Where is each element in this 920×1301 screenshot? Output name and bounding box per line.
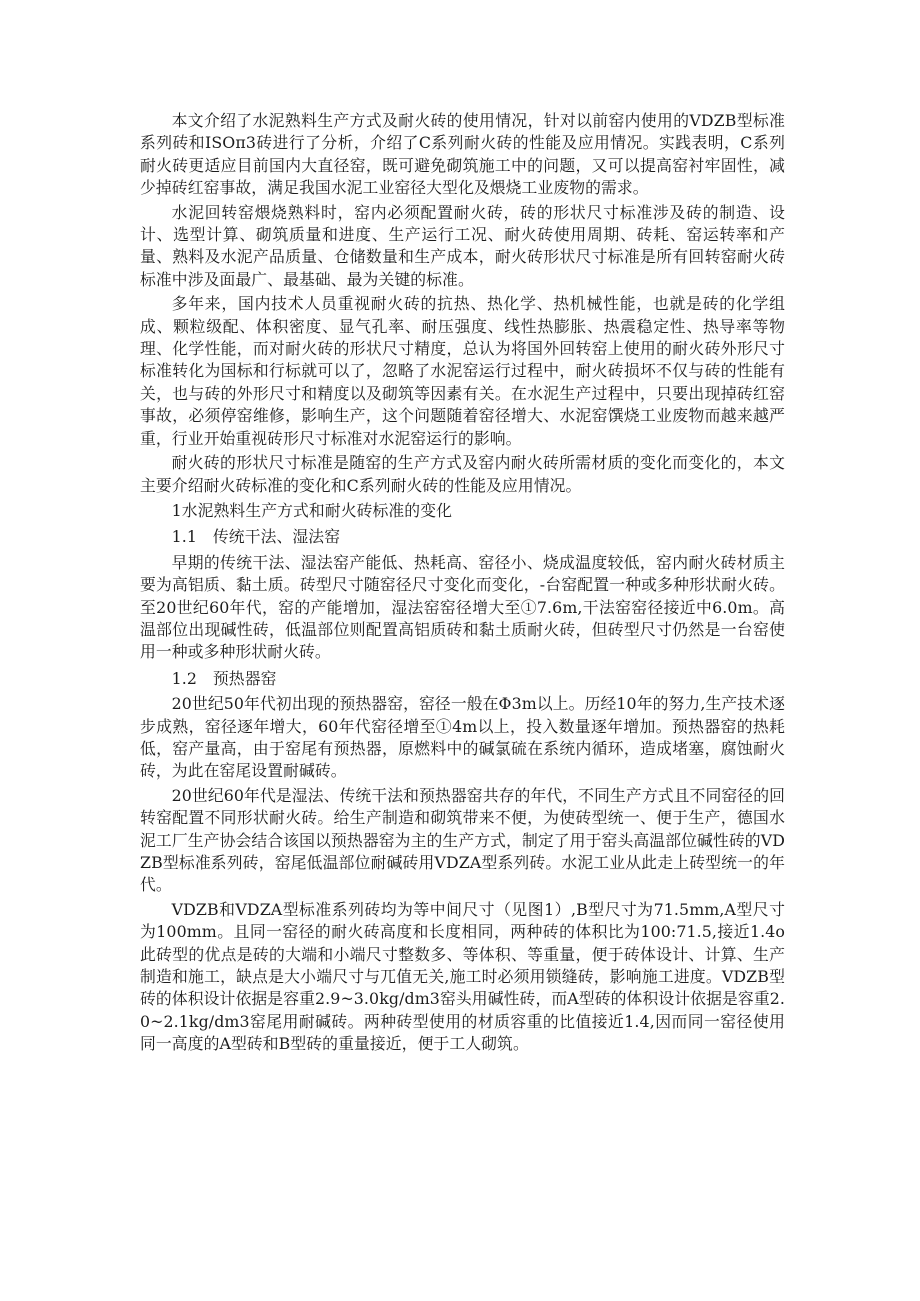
paragraph-standard-intro: 耐火砖的形状尺寸标准是随窑的生产方式及窑内耐火砖所需材质的变化而变化的，本文主要介绍耐火砖标准的变化和C系列耐火砖的性能及应用情况。 — [140, 453, 785, 495]
paragraph-1960s-standardization: 20世纪60年代是湿法、传统干法和预热器窑共存的年代，不同生产方式且不同窑径的回转窑配置不同形状耐火砖。给生产制造和砌筑带来不便，为使砖型统一、便于生产，德国水泥工厂生产协会结合该国以预热器窑为主的生产方式，制定了用于窑头高温部位碱性砖的VDZB型标准系列砖，窑尾低温部位耐碱砖用VDZA型系列砖。水泥工业从此走上砖型统一的年代。 — [140, 785, 785, 895]
paragraph-kiln-bricks: 水泥回转窑煨烧熟料时，窑内必须配置耐火砖，砖的形状尺寸标准涉及砖的制造、设计、选型计算、砌筑质量和进度、生产运行工况、耐火砖使用周期、砖耗、窑运转率和产量、熟料及水泥产品质量、仓储数量和生产成本，耐火砖形状尺寸标准是所有回转窑耐火砖标准中涉及面最广、最基础、最为关键的标准。 — [140, 202, 785, 289]
paragraph-preheater-kilns: 20世纪50年代初出现的预热器窑，窑径一般在Φ3m以上。历经10年的努力,生产技术逐步成熟，窑径逐年增大，60年代窑径增至①4m以上，投入数量逐年增加。预热器窑的热耗低，窑产量高，由于窑尾有预热器，原燃料中的碱氯硫在系统内循环，造成堵塞，腐蚀耐火砖，为此在窑尾设置耐碱砖。 — [140, 694, 785, 781]
paragraph-vdz-series: VDZB和VDZA型标准系列砖均为等中间尺寸（见图1）,B型尺寸为71.5mm,A型尺寸为100mm。且同一窑径的耐火砖高度和长度相同，两种砖的体积比为100:71.5,接近1.4o此砖型的优点是砖的大端和小端尺寸整数多、等体积、等重量，便于砖体设计、计算、生产制造和施工，缺点是大小端尺寸与兀值无关,施工时必须用锁缝砖，影响施工进度。VDZB型砖的体积设计依据是容重2.9~3.0kg∕dm3窑头用碱性砖，而A型砖的体积设计依据是容重2.0~2.1kg∕dm3窑尾用耐碱砖。两种砖型使用的材质容重的比值接近1.4,因而同一窑径使用同一高度的A型砖和B型砖的重量接近，便于工人砌筑。 — [140, 899, 785, 1054]
section-heading-1-1: 1.1 传统干法、湿法窑 — [171, 527, 341, 547]
paragraph-traditional-kilns: 早期的传统干法、湿法窑产能低、热耗高、窑径小、烧成温度较低，窑内耐火砖材质主要为高铝质、黏土质。砖型尺寸随窑径尺寸变化而变化，-台窑配置一种或多种形状耐火砖。至20世纪60年代，窑的产能增加，湿法窑窑径增大至①7.6m,干法窑窑径接近中6.0m。高温部位出现碱性砖，低温部位则配置高铝质砖和黏土质耐火砖，但砖型尺寸仍然是一台窑使用一种或多种形状耐火砖。 — [140, 552, 785, 662]
paragraph-domestic-research: 多年来，国内技术人员重视耐火砖的抗热、热化学、热机械性能，也就是砖的化学组成、颗粒级配、体积密度、显气孔率、耐压强度、线性热膨胀、热震稳定性、热导率等物理、化学性能，而对耐火砖的形状尺寸精度，总认为将国外回转窑上使用的耐火砖外形尺寸标准转化为国标和行标就可以了，忽略了水泥窑运行过程中，耐火砖损坏不仅与砖的性能有关，也与砖的外形尺寸和精度以及砌筑等因素有关。在水泥生产过程中，只要出现掉砖红窑事故，必须停窑维修，影响生产，这个问题随着窑径增大、水泥窑馔烧工业废物而越来越严重，行业开始重视砖形尺寸标准对水泥窑运行的影响。 — [140, 294, 785, 448]
document-body — [140, 110, 785, 1056]
section-heading-1: 1水泥熟料生产方式和耐火砖标准的变化 — [171, 500, 452, 520]
paragraph-abstract: 本文介绍了水泥熟料生产方式及耐火砖的使用情况，针对以前窑内使用的VDZB型标准系列砖和ISOπ3砖进行了分析，介绍了C系列耐火砖的性能及应用情况。实践表明，C系列耐火砖更适应目前国内大直径窑，既可避免砌筑施工中的问题，又可以提高窑衬牢固性，减少掉砖红窑事故，满足我国水泥工业窑径大型化及煨烧工业废物的需求。 — [140, 111, 785, 198]
section-heading-1-2: 1.2 预热器窑 — [171, 668, 277, 688]
